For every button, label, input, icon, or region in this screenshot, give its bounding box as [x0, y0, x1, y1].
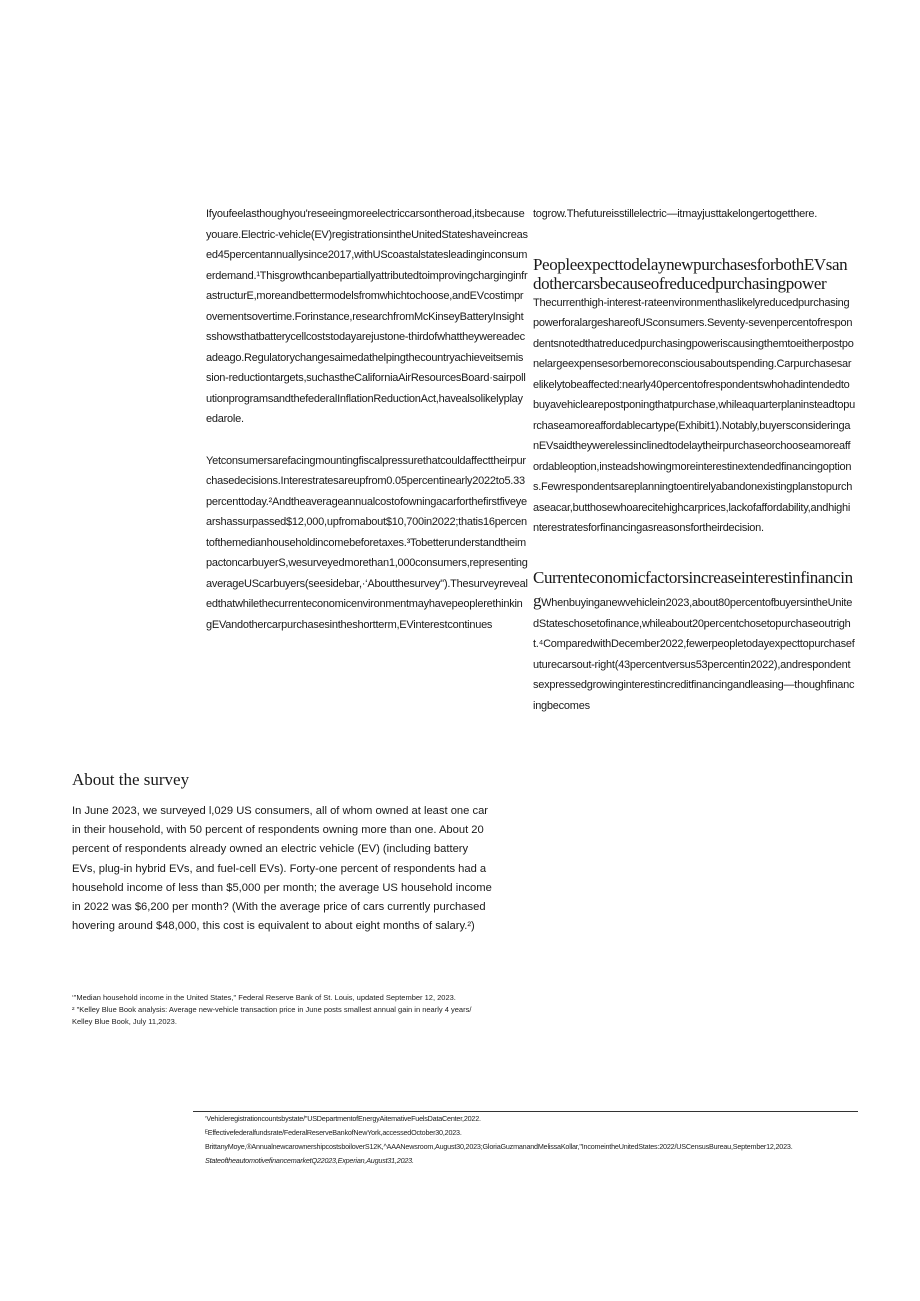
sidebar-footnote: ² "Kelley Blue Book analysis: Average new-vehicle transaction price in June posts smallest annual gain in nearly 4 years/ Kelley Blue Book, July 11,2023. — [72, 1005, 472, 1026]
page-footnotes — [205, 1112, 860, 1168]
purchasing-power-paragraph: Thecurrenthigh-interest-rateenvironmenthaslikelyreducedpurchasingpowerforalargeshareofUSconsumers.Seventy-sevenpercentofrespondentsnotedthatreducedpurchasingpoweriscausingthemtoeitherpostponelargeexpensesorbemoreconsciousaboutspending.Carpurchasesarelikelytobeaffected:nearly40percentofrespondentswhohadintendedtobuyavehiclearepostponingthatpurchase,whileaquarterplaninsteadtopurchaseamoreaffordablecartype(Exhibit1).Notably,buyersconsideringanEVsaidtheywerelessinclinedtodelaytheirpurchaseorchooseamoreaffordableoption,insteadshowingmoreinterestinextendedfinancingoptions.Fewrespondentsareplanningtoentirelyabandonexistingplanstopurchaseacar,butthosewhoarecitehighcarprices,lackofaffordability,andhighinterestratesforfinancingasreasonsfortheirdecision. — [533, 296, 855, 534]
future-electric-paragraph: togrow.Thefutureisstillelectric—itmayjusttakelongertogetthere. — [533, 208, 818, 220]
footnote: StateoftheautomotivefinancemarketQ22023,Experian,August31,2023. — [205, 1156, 414, 1165]
about-the-survey-sidebar — [72, 770, 492, 936]
sidebar-title: About the survey — [72, 770, 190, 789]
main-column-left — [206, 204, 528, 635]
financing-section — [533, 567, 855, 717]
fiscal-pressure-paragraph: Yetconsumersarefacingmountingfiscalpressurethatcouldaffecttheirpurchasedecisions.Interestratesareupfrom0.05percentinearly2022to5.33percenttoday.²Andtheaverageannualcostofowningacarforthefirstfiveyearshassurpassed$12,000,upfromabout$10,700in2022;thatis16percentofthemedianhouseholdincomebeforetaxes.³TobetterunderstandtheimpactoncarbuyerS,wesurveyedmorethan1,000consumers,representingaverageUScarbuyers(seesidebar,·‘Aboutthesurvey").ThesurveyrevealedthatwhilethecurrenteconomicenvironmentmayhavepeoplerethinkingEVandothercarpurchasesintheshortterm,EVinterestcontinues — [206, 454, 528, 631]
sidebar-body: In June 2023, we surveyed l,029 US consumers, all of whom owned at least one car in their household, with 50 percent of respondents owning more than one. About 20 percent of respondents already owned an electric vehicle (EV) (including battery EVs, plug-in hybrid EVs, and fuel-cell EVs). Forty-one percent of respondents had a household income of less than $5,000 per month; the average US household income in 2022 was $6,200 per month? (With the average price of cars currently purchased hovering around $48,000, this cost is equivalent to about eight months of salary.²) — [72, 805, 492, 933]
financing-paragraph: Whenbuyinganewvehiclein2023,about80percentofbuyersintheUnitedStateschosetofinance,whileabout20percentchosetopurchaseoutright.⁴ComparedwithDecember2022,fewerpeopletodayexpecttopurchasefuturecarsout-right(43percentversus53percentin2022),andrespondentsexpressedgrowinginterestincreditfinancingandleasing—thoughfinancingbecomes — [533, 597, 855, 712]
footnote: ᴱEffectivefederalfundsrate/FederalReserveBankofNewYork,accessedOctober30,2023. — [205, 1128, 462, 1137]
sidebar-footnotes — [72, 992, 492, 1028]
main-column-right — [533, 204, 855, 716]
section-heading-purchasing-power: PeopleexpecttodelaynewpurchasesforbothEVsandothercarsbecauseofreducedpurchasingpower — [533, 254, 848, 293]
footnote: ‘Vehicleregistrationcountsbystate/"USDepartmentofEnergyAitemativeFuelsDataCenter,2022. — [205, 1114, 481, 1123]
sidebar-footnote: ‘"Median household income in the United States," Federal Reserve Bank of St. Louis, updated September 12, 2023. — [72, 993, 456, 1002]
section-heading-financing: Currenteconomicfactorsincreaseinterestinfinancing — [533, 567, 853, 610]
footnote: BrittanyMoye,®AnnualnewcarownershipcostsboiloverS12K,^AAANewsroom,August30,2023;GloriaGuzmanandMelissaKollar,"IncomeintheUnitedStates:2022/USCensusBureau,September12,2023. — [205, 1142, 793, 1151]
intro-paragraph: Ifyoufeelasthoughyou'reseeingmoreelectriccarsontheroad,itsbecauseyouare.Electric-vehicle(EV)registrationsintheUnitedStateshaveincreased45percentannuallysince2017,withUScoastalstatesleadinginconsumerdemand.¹ThisgrowthcanbepartiallyattributedtoimprovingcharginginfrastructurE,moreandbettermodelsfromwhichtochoose,andEVcostimprovementsovertime.Forinstance,researchfromMcKinseyBatteryInsightsshowsthatbatterycellcoststodayarejustone-thirdofwhattheywereadecadeago.Regulatorychangesaimedathelpingthecountryachieveitsemission-reductiontargets,suchastheCaliforniaAirResourcesBoard·sairpollutionprogramsandthefederalInflationReductionAct,havealsolikelyplayedarole. — [206, 208, 528, 425]
